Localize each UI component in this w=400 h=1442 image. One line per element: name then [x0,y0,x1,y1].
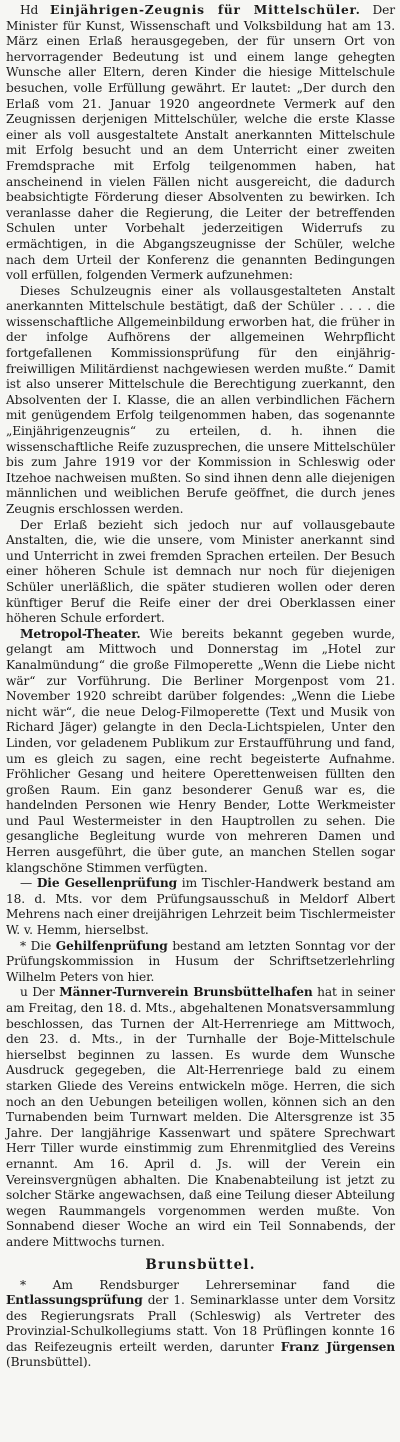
article-headline: Einjährigen-Zeugnis für Mittelschüler. [50,3,361,17]
article-headline: Metropol-Theater. [20,626,141,641]
article-metropol-theater [6,627,395,877]
article-marker: u Der [20,985,60,1000]
article-headline: Gehilfenprüfung [55,938,168,953]
article-headline: Männer-Turnverein Brunsbüttelhafen [59,985,313,1000]
article-marker: Hd [20,3,51,17]
section-title: Brunsbüttel. [145,1256,256,1273]
person-name: Franz Jürgensen [280,1339,395,1354]
article-marker: * Die [20,938,56,953]
article-entlassungspruefung [6,1278,395,1372]
article-body: Wie bereits bekannt gegeben wurde, gelangt am Mittwoch und Donnerstag im „Hotel zur Kanalmündung“ die große Filmoperette „Wenn die Liebe nicht wär“ zur Vorführung. Die Berliner Morgenpost vom 21. November 1920 schreibt darüber folgendes: „Wenn die Liebe nicht wär“, die neue Delog-Filmoperette (Text und Musik von Richard Jäger) gelangte in den Decla-Lichtspielen, Unter den Linden, vor geladenem Publikum zur Erstaufführung und fand, um es gleich zu sagen, eine recht begeisterte Aufnahme. Fröhlicher Gesang und heitere Operettenweisen füllten den großen Raum. Ein ganz besonderer Genuß war es, die handelnden Personen wie Henry Bender, Lotte Werkmeister und Paul Westermeister in den Hauptrollen zu sehen. Die gesangliche Begleitung wurde von mehreren Damen und Herren ausgeführt, die über gute, an manchen Stellen sogar klangschöne Stimmen verfügten. [6,626,395,875]
article-turnverein [6,985,395,1250]
article-marker: * Am Rendsburger Lehrerseminar fand die [20,1277,395,1292]
article-body: im Tischler-Handwerk bestand am 18. d. Mts. vor dem Prüfungsausschuß in Meldorf Albert Mehrens nach einer dreijährigen Lehrzeit beim Tischlermeister W. v. Hemm, hierselbst. [6,876,395,938]
article-body: der 1. Seminarklasse unter dem Vorsitz des Regierungsrats Prall (Schleswig) als Vertreter des Provinzial-Schulkollegiums statt. Von 18 Prüflingen konnte 16 das Reifezeugnis erteilt werden, darunter [6,1293,395,1354]
article-marker: — [20,876,37,891]
article-body: (Brunsbüttel). [6,1355,92,1370]
article-paragraph: Dieses Schulzeugnis einer als vollausgestalteten Anstalt anerkannten Mittelschule bestätigt, daß der Schüler . . . . die wissenschaftliche Allgemeinbildung erworben hat, die früher in der infolge Aufhörens der allgemeinen Wehrpflicht fortgefallenen Kommissionsprüfung für den einjährig-freiwilligen Militärdienst nachgewiesen werden mußte.“ Damit ist also unserer Mittelschule die Berechtigung zuerkannt, den Absolventen der I. Klasse, die an allen verbindlichen Fächern mit genügendem Erfolg teilgenommen haben, das sogenannte „Einjährigenzeugnis“ zu erteilen, d. h. ihnen die wissenschaftliche Reife zuzusprechen, die unsere Mittelschüler bis zum Jahre 1919 vor der Kommission in Schleswig oder Itzehoe nachweisen mußten. So sind ihnen denn alle diejenigen männlichen und weiblichen Berufe geöffnet, die durch jenes Zeugnis erschlossen werden. [6,283,395,516]
article-body: Der Minister für Kunst, Wissenschaft und Volksbildung hat am 13. März einen Erlaß herausgegeben, der für unsern Ort von hervorragender Bedeutung ist und einem lange gehegten Wunsche aller Eltern, deren Kinder die hiesige Mittelschule besuchen, volle Erfüllung gewährt. Er lautet: „Der durch den Erlaß vom 21. Januar 1920 angeordnete Vermerk auf den Zeugnissen derjenigen Mittelschüler, welche die erste Klasse einer als voll ausgestaltete Anstalt anerkannten Mittelschule mit Erfolg besucht und an dem Unterricht einer zweiten Fremdsprache mit Erfolg teilgenommen haben, hat anscheinend in vielen Fällen nicht ausgereicht, die dadurch beabsichtigte Förderung dieser Absolventen zu bewirken. Ich veranlasse daher die Regierung, die Leiter der betreffenden Schulen unter Vorbehalt jederzeitigen Widerrufs zu ermächtigen, in die Abgangszeugnisse der Schüler, welche nach dem Urteil der Konferenz die genannten Bedingungen voll erfüllen, folgenden Vermerk aufzunehmen: [6,3,395,283]
article-headline: Entlassungsprüfung [6,1293,143,1308]
article-body: hat in seiner am Freitag, den 18. d. Mts., abgehaltenen Monatsversammlung beschlossen, das Turnen der Alt-Herrenriege am Mittwoch, den 23. d. Mts., in der Turnhalle der Boje-Mittelschule hierselbst beginnen zu lassen. Es wurde dem Wunsche Ausdruck gegegeben, die Alt-Herrenriege bald zu einem starken Gliede des Vereins entwickeln möge. Herren, die sich noch an den Uebungen beteiligen wollen, können sich an den Turnabenden beim Turnwart melden. Die Altersgrenze ist 35 Jahre. Der langjährige Kassenwart und spätere Sprechwart Herr Tiller wurde einstimmig zum Ehrenmitglied des Vereins ernannt. Am 16. April d. Js. will der Verein ein Vereinsvergnügen abhalten. Die Knabenabteilung ist jetzt zu solcher Stärke angewachsen, daß eine Teilung dieser Abteilung wegen Raummangels vorgenommen werden mußte. Von Sonnabend dieser Woche an wird ein Teil Sonnabends, der andere Mittwochs turnen. [6,985,395,1249]
article-gesellenpruefung [6,876,395,938]
article-paragraph: Der Erlaß bezieht sich jedoch nur auf vollausgebaute Anstalten, die, wie die unsere, vom Minister anerkannt sind und Unterricht in zwei fremden Sprachen erteilen. Der Besuch einer höheren Schule ist demnach nur noch für diejenigen Schüler unerläßlich, die später studieren wollen oder deren künftiger Beruf die Reife einer der drei Oberklassen einer höheren Schule erfordert. [6,517,395,626]
article-headline: Die Gesellenprüfung [36,876,178,891]
article-body: bestand am letzten Sonntag vor der Prüfungskommission in Husum der Schriftsetzerlehrling Wilhelm Peters von hier. [6,938,396,984]
article-gehilfenpruefung [6,939,395,986]
article-einjaehrigen-zeugnis [6,3,395,284]
